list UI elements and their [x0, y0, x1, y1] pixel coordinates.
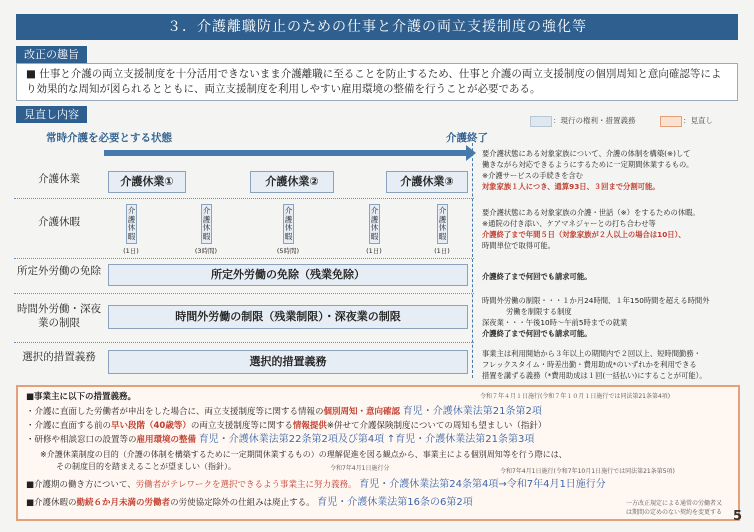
purpose-text: ■ 仕事と介護の両立支援制度を十分活用できないまま介護離職に至ることを防止するため、仕事と介護の両立支援制度の個別周知と意向確認等により効果的な周知が図られるとともに、両立支援制度を利用しやすい雇用環境の整備を行うことが必要である。: [26, 68, 722, 95]
leave-box-3: 介護休業③: [386, 171, 468, 193]
legend-new-swatch: [660, 116, 682, 127]
overtime-exempt-box: 所定外労働の免除（残業免除）: [108, 264, 468, 286]
row-divider: [14, 293, 474, 294]
obligation-line-5: ■介護休暇の勤続６か月未満の労働者の労使協定除外の仕組みは廃止する。 育児・介護休業法第16条の6第2項: [26, 497, 473, 508]
absence-box: 介護休暇: [437, 204, 448, 244]
selective-desc: 事業主は利用開始から３年以上の期間内で２回以上、短時間勤務・ フレックスタイム・時差出勤・費用助成*のいずれかを利用できる 措置を講ずる義務（*費用助成は１回(一括払い)にすることが可能）。: [482, 349, 707, 380]
page-number: 5: [732, 509, 742, 524]
absence-desc: 要介護状態にある対象家族の介護・世話（※）をするための休暇。 ※通院の付き添い、ケアマネジャーとの打ち合わせ等 介護終了まで年間５日（対象家族が２人以上の場合は10日）、 時間単位で取得可能。: [482, 208, 700, 250]
overtime-limit-box: 時間外労働の制限（残業制限）・深夜業の制限: [108, 305, 468, 329]
obligation-line-4: ■介護期の働き方について、労働者がテレワークを選択できるよう事業主に努力義務。 育児・介護休業法第24条第4項→令和7年4月1日施行分: [26, 479, 606, 490]
overtime-limit-desc: 時間外労働の制限・・・１か月24時間、１年150時間を超える時間外 労働を制限する制度 深夜業・・・午後10時〜午前5時までの就業 介護終了まで何回でも請求可能。: [482, 296, 710, 338]
overtime-exempt-desc: 介護終了まで何回でも請求可能。: [482, 272, 592, 281]
timeline-arrow: [104, 150, 466, 156]
obligations-heading: ■事業主に以下の措置義務。: [26, 392, 137, 402]
absence-cap: (3時間): [194, 247, 218, 255]
leave-desc: 要介護状態にある対象家族について、介護の体制を構築(※)して 働きながら対応できるようにするために一定期間休業するもの。 ※介護サービスの手続きを含む 対象家族１人につき、通算93日、３回まで分割可能。: [482, 149, 694, 191]
purpose-label: 改正の趣旨: [16, 46, 87, 63]
note-2: その制度目的を踏まえることが望ましい（指針）。: [56, 462, 236, 471]
legend-current-text: ：現行の権利・措置義務: [553, 116, 636, 125]
page-title: ３．介護離職防止のための仕事と介護の両立支援制度の強化等: [16, 14, 738, 40]
leave-box-1: 介護休業①: [108, 171, 186, 193]
absence-box: 介護休暇: [126, 204, 137, 244]
legend-new-text: ：見直し: [683, 116, 713, 125]
row-divider: [14, 198, 474, 199]
row-label-overtime-limit: 時間外労働・深夜業の制限: [17, 303, 101, 329]
absence-cap: (1日): [366, 247, 382, 255]
row-label-selective: 選択的措置義務: [22, 351, 96, 363]
obligation-line-2: ・介護に直面する前の早い段階（40歳等）の両立支援制度等に関する情報提供※併せて介護保険制度についての周知も望ましい（指針）: [26, 421, 547, 431]
selective-box: 選択的措置義務: [108, 350, 468, 374]
absence-box: 介護休暇: [283, 204, 294, 244]
timeline-arrow-head: [466, 145, 476, 161]
row-divider: [14, 342, 474, 343]
row-label-leave: 介護休業: [38, 173, 80, 185]
absence-box: 介護休暇: [201, 204, 212, 244]
start-header: 常時介護を必要とする状態: [46, 132, 172, 144]
absence-cap: (5時間): [276, 247, 300, 255]
absence-cap: (1日): [434, 247, 450, 255]
obligation-line-3: ・研修や相談窓口の設置等の雇用環境の整備 育児・介護休業法第22条第2項及び第4項 ↑育児・介護休業法第21条第3項: [26, 434, 535, 445]
effective-date-c: 令和7年4月1日施行(令和7年10月1日施行では同法第21条第5項): [500, 468, 675, 475]
effective-date-b: 令和7年4月1日施行分: [330, 465, 390, 472]
row-label-overtime-exempt: 所定外労働の免除: [17, 265, 101, 277]
absence-box: 介護休暇: [369, 204, 380, 244]
obligation-line-1: ・介護に直面した労働者が申出をした場合に、両立支援制度等に関する情報の個別周知・意向確認 育児・介護休業法第21条第2項: [26, 406, 542, 417]
row-label-absence: 介護休暇: [38, 216, 80, 228]
leave-box-2: 介護休業②: [250, 171, 334, 193]
review-label: 見直し内容: [16, 106, 87, 123]
effective-date-a: 令和７年４月１日施行(令和７年１０月１日施行では同法第21条第4項): [480, 393, 671, 400]
absence-cap: (1日): [123, 247, 139, 255]
note-1: ※介護休業制度の目的（介護の体制を構築するために一定期間休業するもの）の理解促進を図る観点から、事業主による個別周知等を行う際には、: [40, 450, 567, 459]
end-header: 介護終了: [446, 132, 488, 144]
row-divider: [14, 258, 474, 259]
legend-current-swatch: [530, 116, 552, 127]
effective-date-d: 一方改正規定による通常の労働者又は期間の定めのない契約を変更する: [626, 500, 723, 516]
